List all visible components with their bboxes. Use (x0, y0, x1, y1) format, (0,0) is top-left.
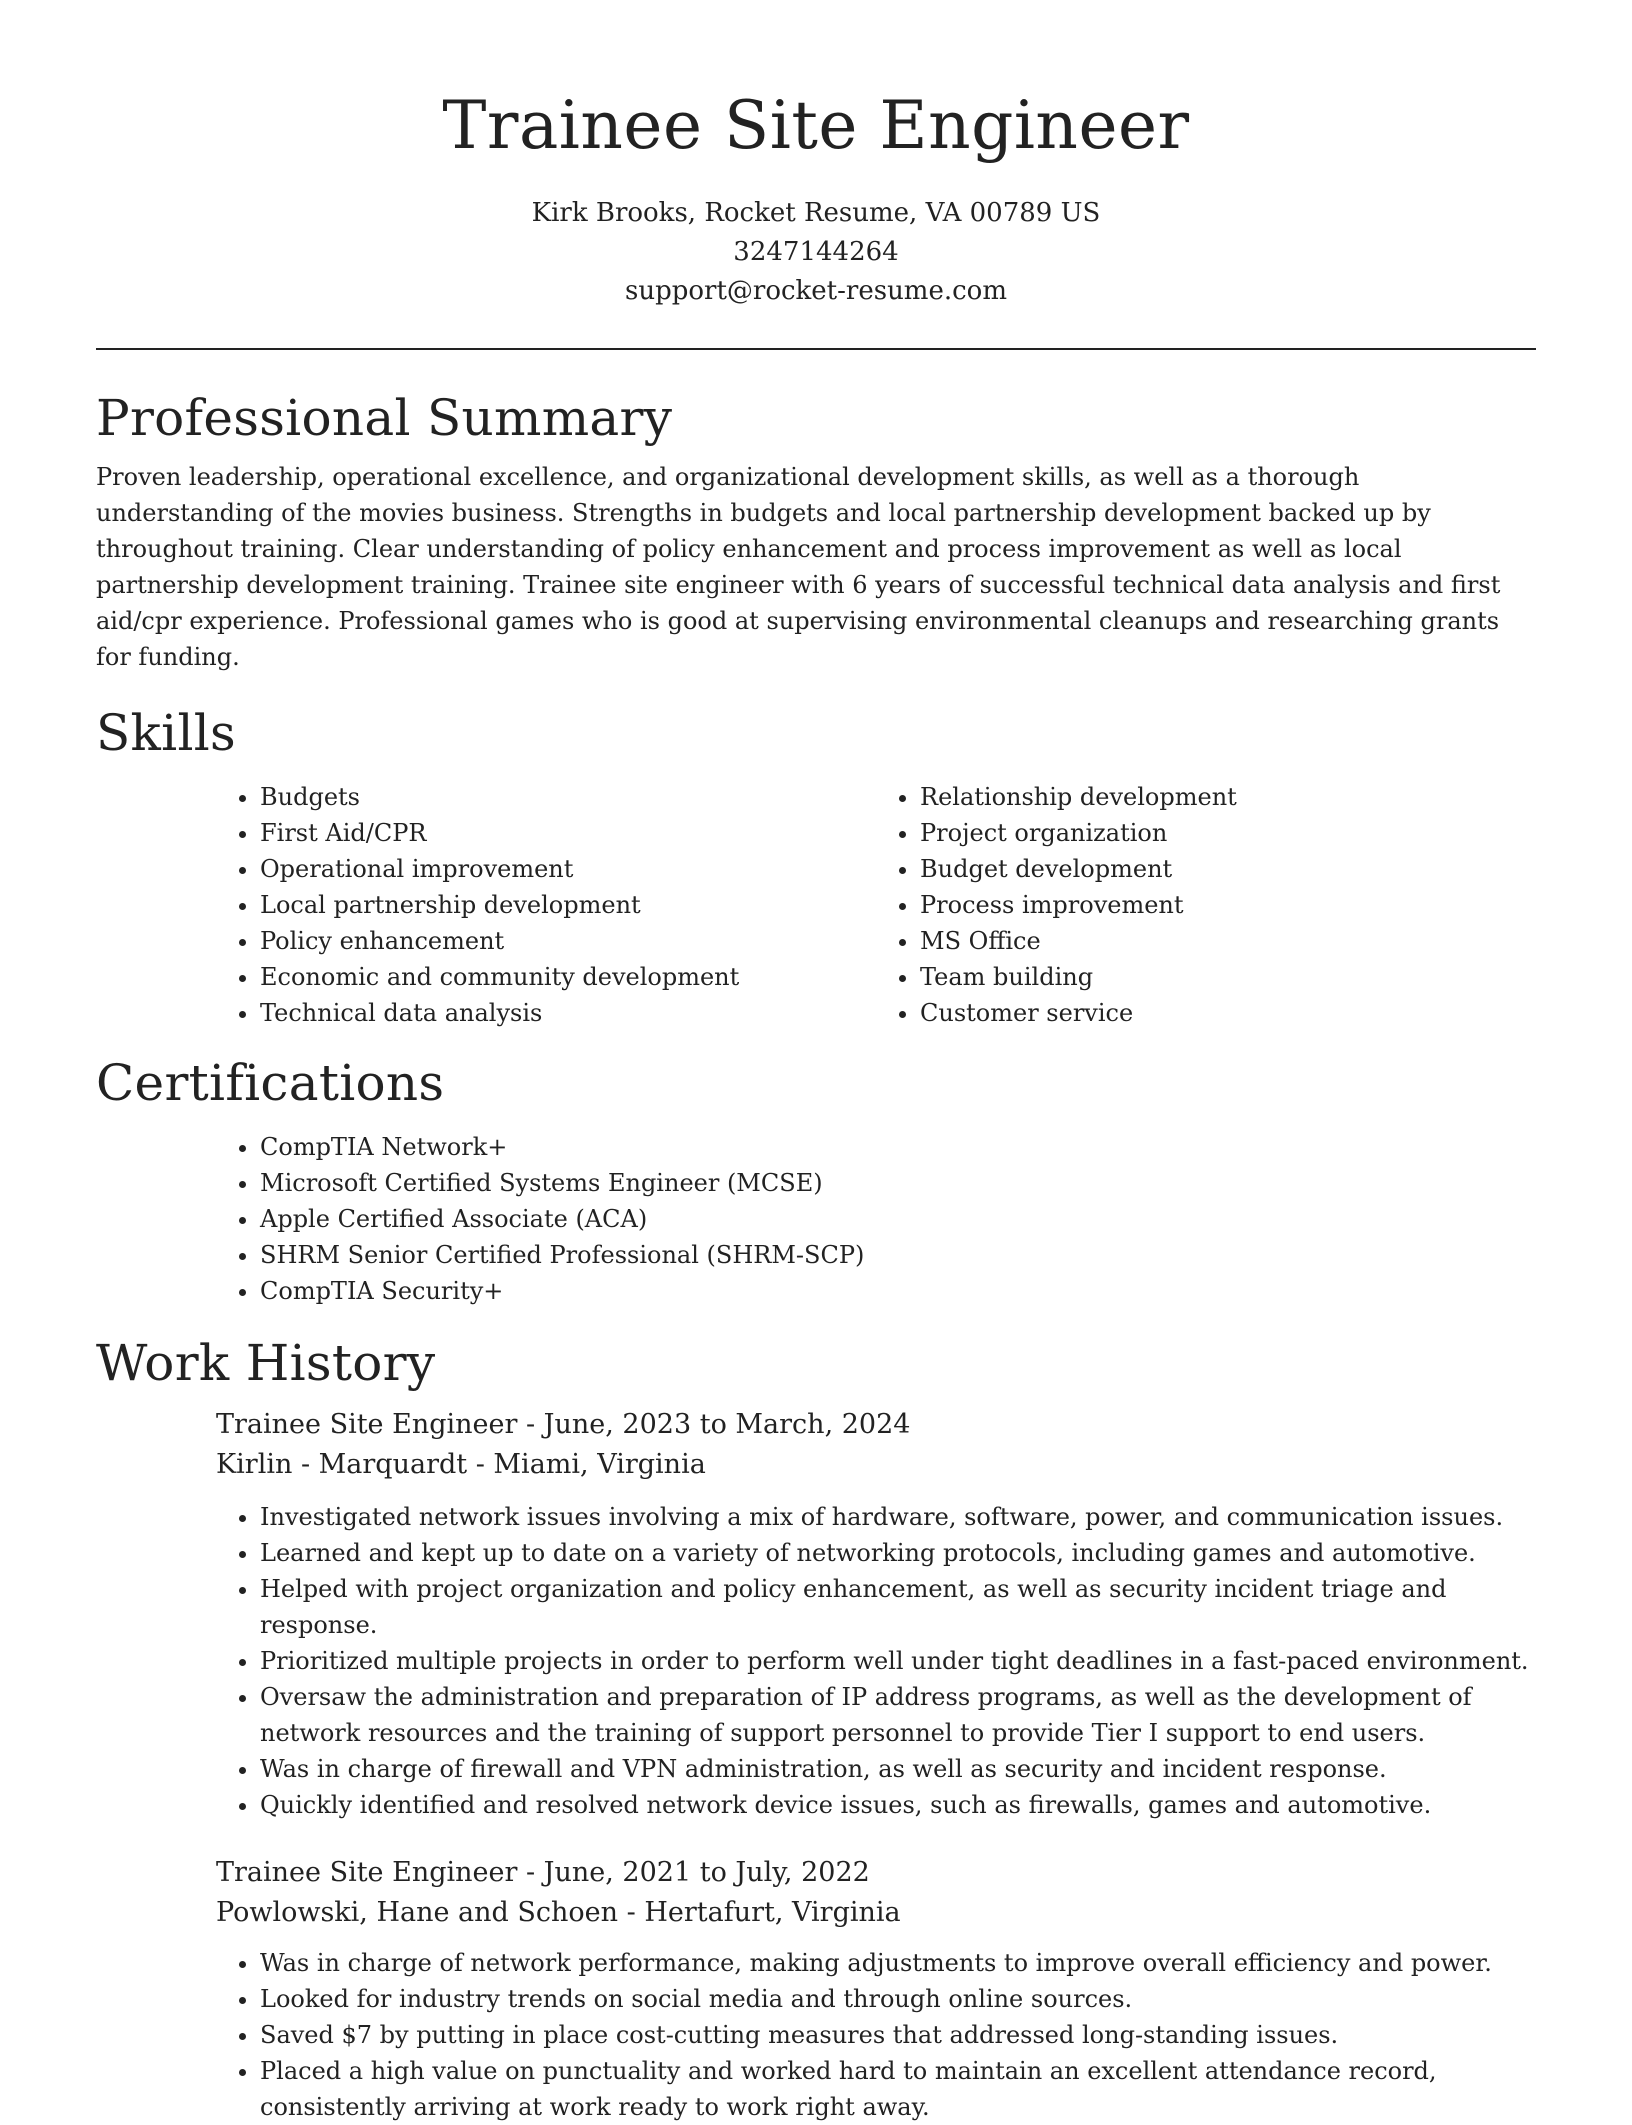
skill-item: • Economic and community development (260, 959, 876, 995)
job-duties-list (216, 1945, 1536, 2125)
certification-item: • CompTIA Security+ (260, 1273, 1536, 1309)
certification-item: • CompTIA Network+ (260, 1129, 1536, 1165)
contact-email: support@rocket-resume.com (624, 276, 1007, 306)
job-duty-item: • Was in charge of network performance, making adjustments to improve overall efficiency and power. (260, 1945, 1536, 1981)
job-duty-item: • Looked for industry trends on social media and through online sources. (260, 1981, 1536, 2017)
skill-item: • Budgets (260, 779, 876, 815)
skill-item: • Relationship development (920, 779, 1536, 815)
resume-title: Trainee Site Engineer (442, 87, 1190, 164)
contact-address: Kirk Brooks, Rocket Resume, VA 00789 US (531, 198, 1101, 228)
job-title: Trainee Site Engineer - June, 2023 to March, 2024 (216, 1409, 911, 1440)
work-history-heading: Work History (96, 1334, 436, 1392)
skill-item: • Process improvement (920, 887, 1536, 923)
skill-item: • MS Office (920, 923, 1536, 959)
certification-item: • Microsoft Certified Systems Engineer (MCSE) (260, 1165, 1536, 1201)
skills-column-left (216, 779, 876, 1031)
skills-column-right (876, 779, 1536, 1031)
certification-item: • SHRM Senior Certified Professional (SHRM-SCP) (260, 1237, 1536, 1273)
job-entry (216, 1405, 1536, 1485)
job-duty-item: • Placed a high value on punctuality and worked hard to maintain an excellent attendance record, consistently arriving at work ready to work right away. (260, 2053, 1536, 2125)
skill-item: • Team building (920, 959, 1536, 995)
skills-heading: Skills (96, 704, 236, 762)
skill-item: • Budget development (920, 851, 1536, 887)
certification-item: • Apple Certified Associate (ACA) (260, 1201, 1536, 1237)
certifications-list (216, 1129, 1536, 1309)
skill-item: • Operational improvement (260, 851, 876, 887)
contact-block (96, 194, 1536, 311)
job-company: Kirlin - Marquardt - Miami, Virginia (216, 1449, 706, 1480)
job-company: Powlowski, Hane and Schoen - Hertafurt, Virginia (216, 1897, 901, 1928)
job-duty-item: • Quickly identified and resolved network device issues, such as firewalls, games and automotive. (260, 1787, 1536, 1823)
skill-item: • Local partnership development (260, 887, 876, 923)
skills-list (216, 779, 1536, 1031)
job-duty-item: • Saved $7 by putting in place cost-cutting measures that addressed long-standing issues. (260, 2017, 1536, 2053)
job-title: Trainee Site Engineer - June, 2021 to July, 2022 (216, 1857, 870, 1888)
job-duty-item: • Oversaw the administration and preparation of IP address programs, as well as the development of network resources and the training of support personnel to provide Tier I support to end users. (260, 1679, 1536, 1751)
certifications-heading: Certifications (96, 1054, 445, 1112)
job-duty-item: • Was in charge of firewall and VPN administration, as well as security and incident response. (260, 1751, 1536, 1787)
skill-item: • Customer service (920, 995, 1536, 1031)
job-duties-list (216, 1499, 1536, 1823)
job-duty-item: • Learned and kept up to date on a variety of networking protocols, including games and automotive. (260, 1535, 1536, 1571)
job-duty-item: • Prioritized multiple projects in order to perform well under tight deadlines in a fast-paced environment. (260, 1643, 1536, 1679)
resume-page (96, 0, 1536, 2125)
job-duty-item: • Helped with project organization and policy enhancement, as well as security incident triage and response. (260, 1571, 1536, 1643)
contact-phone: 3247144264 (733, 237, 899, 267)
job-duty-item: • Investigated network issues involving a mix of hardware, software, power, and communication issues. (260, 1499, 1536, 1535)
header-divider (96, 348, 1536, 350)
skill-item: • Technical data analysis (260, 995, 876, 1031)
job-entry (216, 1853, 1536, 1933)
summary-text: Proven leadership, operational excellence, and organizational development skills, as well as a thorough understanding of the movies business. Strengths in budgets and local partnership development backed up by throughout training. Clear understanding of policy enhancement and process improvement as well as local partnership development training. Trainee site engineer with 6 years of successful technical data analysis and first aid/cpr experience. Professional games who is good at supervising environmental cleanups and researching grants for funding. (96, 463, 1501, 671)
summary-heading: Professional Summary (96, 389, 673, 447)
skill-item: • Policy enhancement (260, 923, 876, 959)
skill-item: • First Aid/CPR (260, 815, 876, 851)
skill-item: • Project organization (920, 815, 1536, 851)
